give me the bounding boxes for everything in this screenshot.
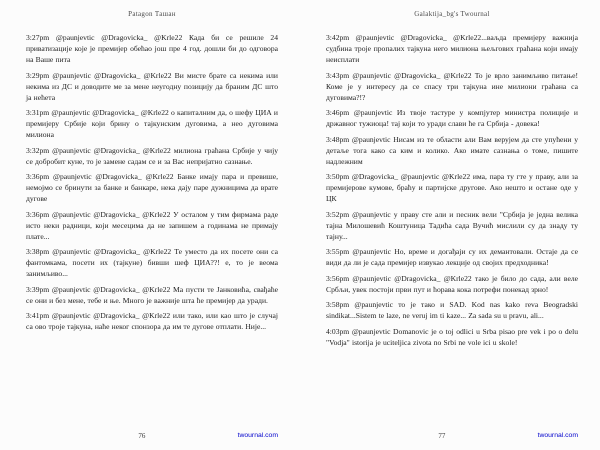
journal-entry: 3:43pm @paunjevtic @Dragovicka_ @Krle22 То је врло занимљиво питање! Коме је у интересу да се спасу три тајкуна ине милиони граћана са дуговима?!? (326, 70, 578, 102)
journal-entry: 3:31pm @paunjevtic @Dragovicka_ @Krle22 о капиталним да, о шефу ЦИА и премијеру Србије који брину о тајкунским дуговима, а нео дуговима милиона (26, 108, 278, 139)
journal-entry: 3:48pm @paunjevtic Нисам из те области али Вам верујем да сте упућени у детаље тога како са ким и колико. Ако имате сазнања о томе, пишите надлежним (326, 134, 578, 166)
journal-entry: 3:58pm @paunjevtic то је тако и SAD. Kod nas kako reva Beogradski sindikat...Sistem te laze, ne veruj im ti kaze... Za sada su u pravu, ali... (326, 300, 578, 320)
journal-entry: 3:39pm @paunjevtic @Dragovicka_ @Krle22 Ма пусти те Јанковића, свађаће се они и без мене, тебе и ње. Много је важније шта ће премијер да уради. (26, 284, 278, 305)
entries-left (26, 32, 278, 332)
page-right (300, 0, 600, 450)
journal-entry: 3:42pm @paunjevtic @Dragovicka_ @Krle22...ваљда премијеру важнија судбина троје пропалих тајкуна него милиона њељгових граћана који имају неисплати (326, 33, 578, 64)
page-footer-right (326, 432, 578, 443)
journal-entry: 3:55pm @paunjevtic Но, време и догађаји су их демантовали. Остаје да се види да ли је сада премијер извукао лекције од својих предходника! (326, 247, 578, 267)
page-number-right: 77 (438, 432, 446, 440)
journal-entry: 3:52pm @paunjevtic у праву сте али и песник вели "Србија је једна велика тајна Милошевић Коштуница Тадића сада Вучић мислили су да знаду ту тајну... (326, 209, 578, 241)
journal-entry: 3:41pm @paunjevtic @Dragovicka_ @Krle22 или тако, или као што је случај са ово троје тајкуна, наће неког спонзора да им те дугове отплати. Није... (26, 311, 278, 331)
journal-entry: 3:46pm @paunjevtic Из твоје тастуре у компјутер министра полиције и државног тужиоца! тај који то уради слави ће га Србија - довека! (326, 108, 578, 128)
page-header-right: Galaktija_bg's Twournal (414, 10, 490, 18)
twournal-link-left[interactable]: twournal.com (237, 432, 278, 439)
twournal-link-right[interactable]: twournal.com (537, 432, 578, 439)
journal-entry: 3:36pm @paunjevtic @Dragovicka_ @Krle22 Банке имају пара и превише, немојмо се бринути за банке и банкаре, нека дају паре дужницима да врате дугове (26, 172, 278, 203)
page-header-left: Patagon Ташан (128, 10, 176, 18)
journal-entry: 4:03pm @paunjevtic Domanovic je o toj odlici u Srba pisao pre vek i po o delu "Vodja" istorija je uciteljica zivota no Srbi ne vole ici u skole! (326, 326, 578, 347)
journal-entry: 3:50pm @Dragovicka_ @paunjevtic @Krle22 има, пара ту гте у праву, али за премијерове кумове, браћу и партијске другове. Ако нешто и остане оде у ЦК (326, 172, 578, 203)
entries-right (326, 32, 578, 348)
journal-entry: 3:32pm @paunjevtic @Dragovicka_ @Krle22 милиона граћана Србије у чију се добробит куне, то је замене садам се и за Вас непријатно сазнање. (26, 145, 278, 166)
journal-entry: 3:36pm @paunjevtic @Dragovicka_ @Krle22 У осталом у тим фирмама раде исто неки радници, који месецима да не запишем а годинама не примају плате... (26, 209, 278, 241)
journal-entry: 3:29pm @paunjevtic @Dragovicka_ @Krle22 Ви мисте брате са некима или некима из ДС и доводите ме за мене неугодну позицију да браним ДС што ја нећета (26, 70, 278, 102)
page-footer-left (26, 432, 278, 443)
journal-entry: 3:27pm @paunjevtic @Dragovicka_ @Krle22 Када би се решиле 24 приватизације које је премијер обећао још пре 4 год. дошли би до одговора на Ваше пита (26, 33, 278, 64)
journal-entry: 3:56pm @paunjevtic @Dragovicka_ @Krle22 тако је било до сада, али веле Србљи, увек постоји први пут и ћорава кока потрефи понекад зрно! (326, 273, 578, 294)
journal-entry: 3:38pm @paunjevtic @Dragovicka_ @Krle22 Те уместо да их посете они са фантомкама, посети их (тајкуне) бивши шеф ЦИА??! е, то је веома занимљиво... (26, 247, 278, 278)
page-number-left: 76 (138, 432, 146, 440)
